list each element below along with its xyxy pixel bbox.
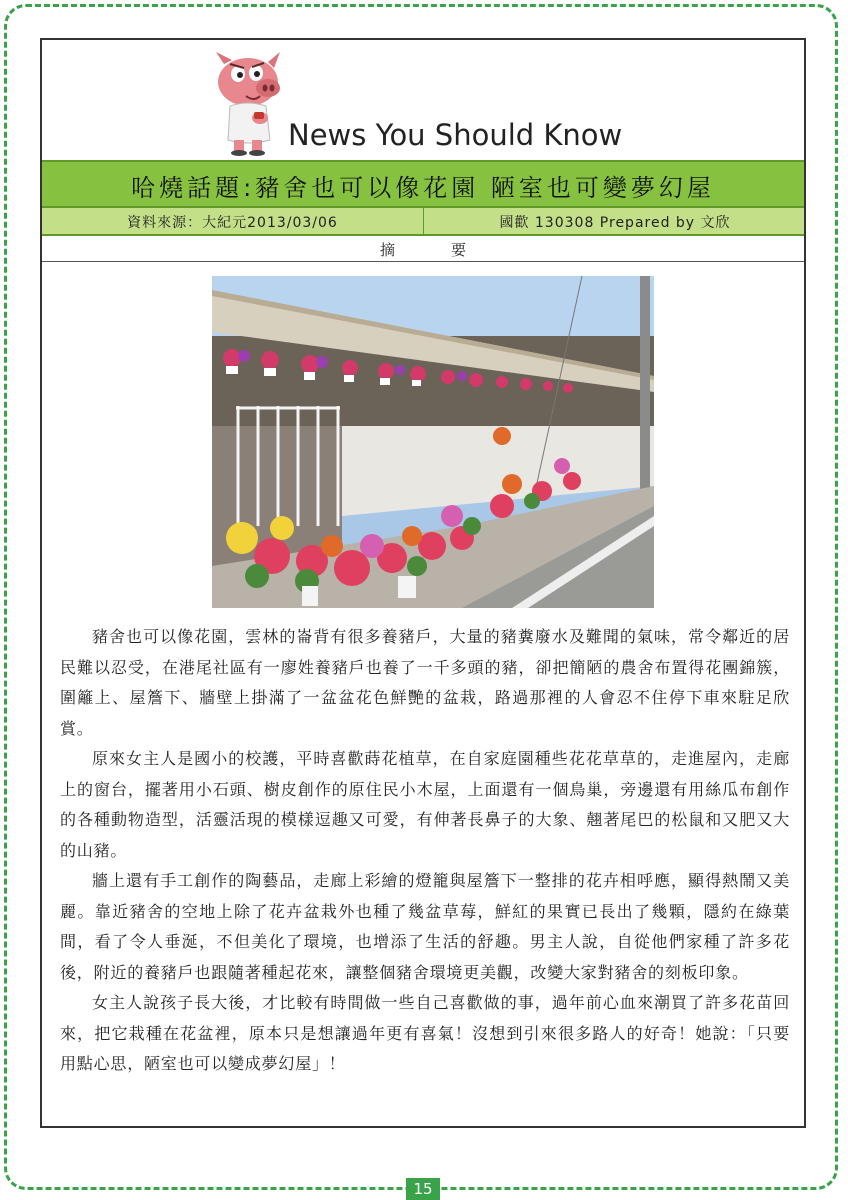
article-body: [60, 622, 790, 1080]
meta-band: [42, 208, 804, 236]
paragraph: 豬舍也可以像花園，雲林的崙背有很多養豬戶，大量的豬糞廢水及難聞的氣味，常令鄰近的居民難以忍受，在港尾社區有一廖姓養豬戶也養了一千多頭的豬，卻把簡陋的農舍布置得花團錦簇，圍籬上、屋簷下、牆壁上掛滿了一盆盆花色鮮艷的盆栽，路過那裡的人會忍不住停下車來駐足欣賞。: [60, 627, 790, 738]
headline-band: [42, 160, 804, 208]
article-frame: [40, 38, 806, 1128]
paragraph: 原來女主人是國小的校護，平時喜歡蒔花植草，在自家庭園種些花花草草的，走進屋內，走廊上的窗台，擺著用小石頭、樹皮創作的原住民小木屋，上面還有一個鳥巢，旁邊還有用絲瓜布創作的各種動物造型，活靈活現的模樣逗趣又可愛，有伸著長鼻子的大象、翹著尾巴的松鼠和又肥又大的山豬。: [60, 749, 790, 860]
flower-pigsty-photo: [212, 276, 654, 608]
header: [42, 40, 804, 158]
source-text: 資料來源：大紀元2013/03/06: [127, 215, 338, 231]
prepared-by-text: 國歡 130308 Prepared by 文欣: [499, 215, 731, 231]
headline: 哈燒話題:豬舍也可以像花園 陋室也可變夢幻屋: [131, 174, 715, 202]
paragraph: 牆上還有手工創作的陶藝品，走廊上彩繪的燈籠與屋簷下一整排的花卉相呼應，顯得熱鬧又美麗。靠近豬舍的空地上除了花卉盆栽外也種了幾盆草莓，鮮紅的果實已長出了幾顆，隱約在綠葉間，看了令人垂涎，不但美化了環境，也增添了生活的舒趣。男主人說，自從他們家種了許多花後，附近的養豬戶也跟隨著種起花來，讓整個豬舍環境更美觀，改變大家對豬舍的刻板印象。: [60, 871, 790, 982]
pig-mascot-icon: [210, 52, 290, 156]
page-number: 15: [413, 1180, 433, 1198]
summary-label: 摘要: [379, 241, 522, 259]
page-title: News You Should Know: [288, 118, 623, 152]
page-number-badge: [406, 1178, 440, 1200]
summary-row: [42, 236, 804, 262]
paragraph: 女主人說孩子長大後，才比較有時間做一些自己喜歡做的事，過年前心血來潮買了許多花苗回來，把它栽種在花盆裡，原本只是想讓過年更有喜氣！沒想到引來很多路人的好奇！她說：「只要用點心思，陋室也可以變成夢幻屋」！: [60, 993, 790, 1073]
